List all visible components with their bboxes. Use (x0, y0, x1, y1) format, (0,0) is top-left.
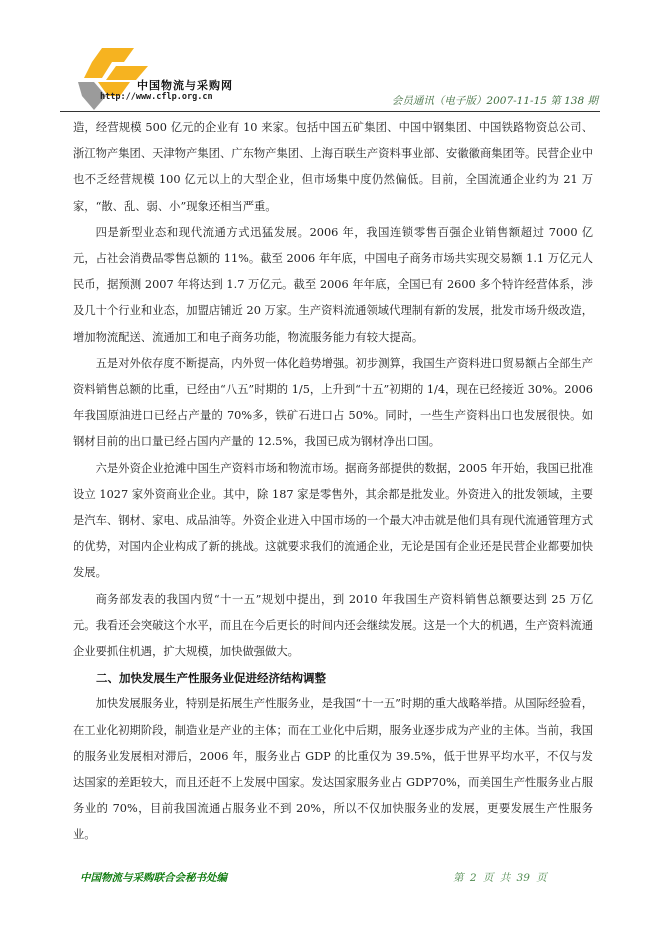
issue-info: 会员通讯（电子版）2007-11-15 第 138 期 (391, 95, 598, 107)
header-divider (60, 111, 600, 112)
publisher-credit: 中国物流与采购联合会秘书处编 (80, 872, 227, 884)
site-name: 中国物流与采购网 (137, 79, 233, 92)
paragraph: 造，经营规模 500 亿元的企业有 10 来家。包括中国五矿集团、中国中钢集团、中国铁路物资总公司、浙江物产集团、天津物产集团、广东物产集团、上海百联生产资料事业部、安徽徽商集团等。民营企业中也不乏经营规模 100 亿元以上的大型企业，但市场集中度仍然偏低。目前，全国流通企业约为 21 万家，“散、乱、弱、小”现象还相当严重。 (73, 121, 593, 213)
paragraph: 商务部发表的我国内贸“十一五”规划中提出，到 2010 年我国生产资料销售总额要达到 25 万亿元。我看还会突破这个水平，而且在今后更长的时间内还会继续发展。这是一个大的机遇，生产资料流通企业要抓住机遇，扩大规模，加快做强做大。 (73, 592, 593, 659)
paragraph: 六是外资企业抢滩中国生产资料市场和物流市场。据商务部提供的数据，2005 年开始，我国已批准设立 1027 家外资商业企业。其中，除 187 家是零售外，其余都是批发业。外资进入的批发领域，主要是汽车、钢材、家电、成品油等。外资企业进入中国市场的一个最大冲击就是他们具有现代流通管理方式的优势，对国内企业构成了新的挑战。这就要求我们的流通企业，无论是国有企业还是民营企业都要加快发展。 (73, 461, 593, 580)
paragraph: 加快发展服务业，特别是拓展生产性服务业，是我国“十一五”时期的重大战略举措。从国际经验看，在工业化初期阶段，制造业是产业的主体；而在工业化中后期，服务业逐步成为产业的主体。当前，我国的服务业发展相对滞后，2006 年，服务业占 GDP 的比重仅为 39.5%，低于世界平均水平，不仅与发达国家的差距较大，而且还赶不上发展中国家。发达国家服务业占 GDP70%，而美国生产性服务业占服务业的 70%，目前我国流通占服务业不到 20%，所以不仅加快服务业的发展，更要发展生产性服务业。 (73, 697, 593, 842)
document-body (73, 115, 593, 849)
page-footer (80, 870, 580, 890)
section-heading: 二、加快发展生产性服务业促进经济结构调整 (96, 671, 326, 686)
paragraph: 四是新型业态和现代流通方式迅猛发展。2006 年，我国连锁零售百强企业销售额超过 7000 亿元，占社会消费品零售总额的 11%。截至 2006 年年底，中国电子商务市场共实现交易额 1.1 万亿元人民币，据预测 2007 年将达到 1.7 万亿元。截至 2006 年年底，全国已有 2600 多个特许经营体系，涉及几十个行业和业态，加盟店铺近 20 万家。生产资料流通领域代理制有新的发展，批发市场升级改造，增加物流配送、流通加工和电子商务功能，物流服务能力有较大提高。 (73, 225, 593, 344)
page-header (60, 40, 600, 111)
page-number: 第 2 页 共 39 页 (453, 872, 547, 884)
paragraph: 五是对外依存度不断提高，内外贸一体化趋势增强。初步测算，我国生产资料进口贸易额占全部生产资料销售总额的比重，已经由“八五”时期的 1/5，上升到“十五”初期的 1/4，现在已经接近 30%。2006 年我国原油进口已经占产量的 70%多，铁矿石进口占 50%。同时，一些生产资料出口也发展很快。如钢材目前的出口量已经占国内产量的 12.5%，我国已成为钢材净出口国。 (73, 356, 593, 449)
site-url: http://www.cflp.org.cn (100, 92, 213, 102)
